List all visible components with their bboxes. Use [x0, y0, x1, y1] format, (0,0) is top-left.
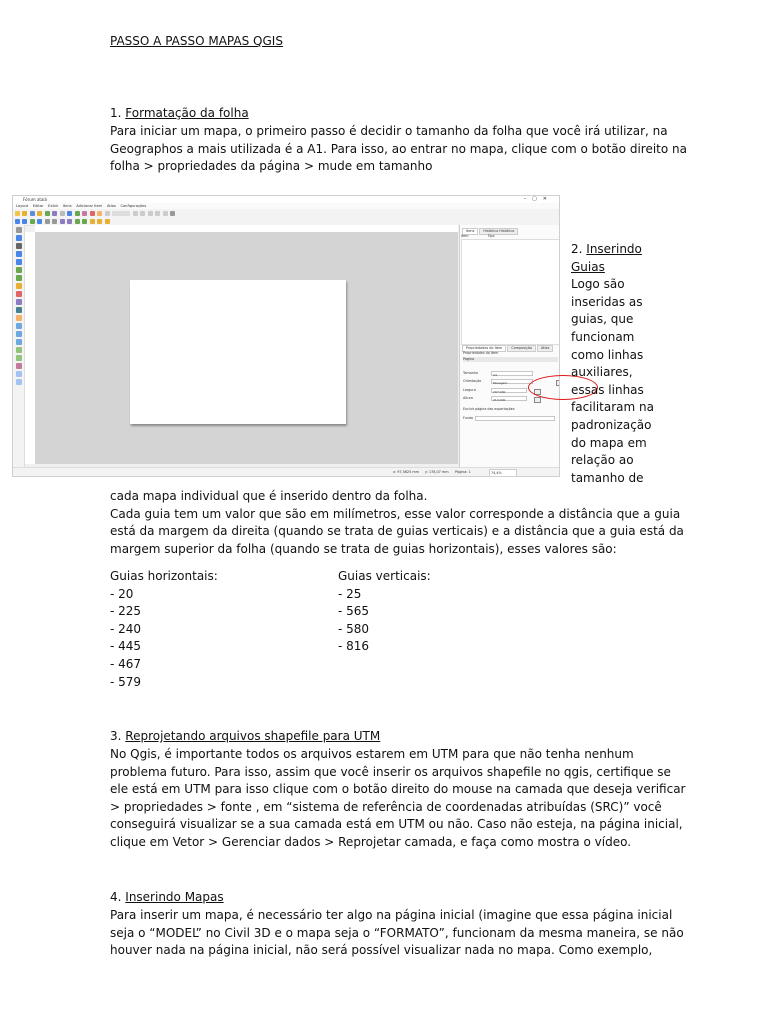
left-toolbox [13, 225, 25, 467]
menu-item: Layout [16, 204, 29, 208]
text-line: problema futuro. Para isso, assim que você inserir os arquivos shapefile no qgis, certifique se [110, 764, 671, 779]
section-1-number: 1. [110, 106, 122, 120]
section-3-title: Reprojetando arquivos shapefile para UTM [125, 729, 381, 743]
text-line: Cada guia tem um valor que são em milímetros, esse valor corresponde a distância que a guia [110, 506, 681, 521]
list-item: - 565 [338, 604, 370, 619]
text-line: auxiliares, [571, 365, 633, 380]
row-label-size: Tamanho [463, 371, 478, 375]
row-label-orientation: Orientação [463, 379, 482, 383]
column-type: Tipo [487, 234, 495, 238]
text-line: conseguirá visualizar se a sua camada está em UTM ou não. Caso não esteja, na página inicial, [110, 817, 683, 832]
add-fixed-table-icon [16, 379, 22, 385]
section-2-title-a: Inserindo [586, 242, 642, 256]
tab-composition: Composição [507, 345, 536, 352]
list-item: - 25 [338, 586, 362, 601]
menu-item: Atlas [106, 204, 116, 208]
zoom-full-icon [30, 219, 35, 224]
add-attribute-table-icon [16, 371, 22, 377]
align-icon [90, 219, 95, 224]
section-4-number: 4. [110, 890, 122, 904]
unlock-icon [52, 219, 57, 224]
row-label-height: Altura [463, 396, 473, 400]
add-polygon-icon [16, 347, 22, 353]
section-2-heading-line [571, 241, 654, 259]
height-field [491, 396, 527, 401]
tab-items: Itens [462, 228, 478, 235]
column-item: Item [461, 234, 469, 238]
add-map-icon [16, 267, 22, 273]
lower-icon [82, 219, 87, 224]
text-line: do mapa em [571, 435, 647, 450]
text-line: margem superior da folha (quando se trata de guias horizontais), esses valores são: [110, 541, 617, 556]
width-value: 297,000 [493, 390, 506, 394]
save-icon [30, 211, 35, 216]
section-3-number: 3. [110, 729, 122, 743]
text-line: No Qgis, é importante todos os arquivos estarem em UTM para que não tenha nenhum [110, 747, 634, 761]
section-3-body [110, 746, 685, 852]
text-line: seja o “MODEL” no Civil 3D e o mapa seja o “FORMATO”, funcionam da mesma maneira, se não [110, 925, 684, 940]
zoom-tool-icon [16, 235, 22, 241]
section-4-title: Inserindo Mapas [125, 890, 224, 904]
redo-icon [105, 211, 110, 216]
text-line: tamanho de [571, 470, 644, 485]
atlas-first-icon [148, 211, 153, 216]
right-panel [459, 225, 560, 467]
section-4-body [110, 907, 684, 960]
height-value: 210,000 [493, 398, 506, 402]
status-page: Página: 1 [455, 470, 471, 474]
menu-item: Itens [62, 204, 72, 208]
text-line: essas linhas [571, 382, 644, 397]
add-html-icon [16, 363, 22, 369]
menu-item: Editar [32, 204, 44, 208]
status-x: x: 97,5625 mm [393, 470, 419, 474]
list-item: - 580 [338, 621, 370, 636]
text-line: como linhas [571, 347, 644, 362]
text-line: > propriedades > fonte , em “sistema de referência de coordenadas atribuídas (SRC)” você [110, 799, 662, 814]
window-controls-icon: –▢✕ [523, 196, 553, 202]
ungroup-icon [67, 219, 72, 224]
link-icon [534, 397, 541, 403]
horizontal-guides-label: Guias horizontais: [110, 569, 218, 583]
text-line: cada mapa individual que é inserido dentro da folha. [110, 489, 428, 503]
text-line: Para inserir um mapa, é necessário ter algo na página inicial (imagine que essa página inicial [110, 908, 673, 922]
tab-atlas: Atlas [537, 345, 553, 352]
list-item: - 240 [110, 621, 142, 636]
refresh-icon [37, 219, 42, 224]
status-y: y: 178,07 mm [425, 470, 449, 474]
section-2-side [571, 241, 654, 487]
move-content-icon [16, 251, 22, 257]
status-bar [13, 467, 559, 477]
add-shape-icon [16, 323, 22, 329]
section-1-body [110, 123, 687, 176]
text-line: está da margem da direita (quando se trata de guias verticais) e a distância que a guia está da [110, 524, 684, 539]
atlas-prev-icon [133, 211, 138, 216]
window-title: Fórum ataiá [23, 197, 47, 202]
text-line: facilitaram na [571, 400, 654, 415]
spacer-icon [60, 211, 65, 216]
text-line: Para iniciar um mapa, o primeiro passo é decidir o tamanho da folha que você irá utilizar, na [110, 124, 668, 138]
print-icon [67, 211, 72, 216]
orientation-select [491, 379, 533, 384]
text-line: padronização [571, 417, 652, 432]
add-north-arrow-icon [16, 315, 22, 321]
atlas-field-icon [112, 211, 130, 216]
list-item: - 20 [110, 586, 134, 601]
edit-nodes-icon [16, 259, 22, 265]
section-3-heading [110, 728, 380, 746]
vertical-guides-label: Guias verticais: [338, 569, 431, 583]
text-line: guias, que [571, 312, 634, 327]
qgis-layout-screenshot [12, 195, 560, 477]
page-title: PASSO A PASSO MAPAS QGIS [110, 34, 283, 48]
tab-item-properties: Propriedades do Item [462, 345, 506, 352]
list-item: - 816 [338, 639, 370, 654]
text-line: funcionam [571, 329, 635, 344]
text-line: inseridas as [571, 294, 643, 309]
add-picture-icon [16, 283, 22, 289]
text-line: folha > propriedades da página > mude em tamanho [110, 159, 433, 174]
fundo-field [475, 416, 555, 421]
export-pdf-icon [90, 211, 95, 216]
add-marker-icon [16, 331, 22, 337]
section-2-title-b: Guias [571, 259, 605, 274]
group-icon [60, 219, 65, 224]
size-value: A4 [493, 373, 497, 377]
props-title: Propriedades do Item [463, 351, 499, 355]
export-svg-icon [82, 211, 87, 216]
export-image-icon [75, 211, 80, 216]
atlas-last-icon [155, 211, 160, 216]
list-item: - 579 [110, 674, 142, 689]
list-item: - 445 [110, 639, 142, 654]
folder-icon [37, 211, 42, 216]
atlas-print-icon [163, 211, 168, 216]
add-scalebar-icon [16, 307, 22, 313]
open-icon [22, 211, 27, 216]
text-line: Geographos a mais utilizada é a A1. Para isso, ao entrar no mapa, clique com o botão direito na [110, 141, 687, 156]
width-field [491, 388, 527, 393]
section-2-body [110, 488, 684, 558]
horizontal-guides-list [110, 568, 218, 691]
status-zoom: 74,4% [489, 469, 517, 477]
exclude-checkbox-label: Excluir página das exportações [463, 407, 515, 411]
page-group-label: Página [463, 357, 558, 362]
distribute-icon [97, 219, 102, 224]
pan-icon [16, 227, 22, 233]
add-3d-map-icon [16, 275, 22, 281]
add-label-icon [16, 291, 22, 297]
atlas-settings-icon [170, 211, 175, 216]
menu-item: Exibir [48, 204, 59, 208]
page-properties [461, 349, 560, 463]
text-line: Logo são [571, 277, 625, 292]
section-2-number: 2. [571, 242, 583, 256]
row-label-width: Largura [463, 388, 476, 392]
menu-item: Configurações [120, 204, 147, 208]
menu-item: Adicionar Item [76, 204, 103, 208]
atlas-next-icon [140, 211, 145, 216]
orientation-value: Paisagem [493, 381, 508, 385]
add-polyline-icon [16, 355, 22, 361]
text-line: relação ao [571, 453, 634, 468]
add-arrow-icon [16, 339, 22, 345]
items-list [461, 239, 560, 345]
text-line: clique em Vetor > Gerenciar dados > Reprojetar camada, e faça como mostra o vídeo. [110, 834, 632, 849]
items-header [461, 234, 560, 238]
zoom-in-icon [15, 219, 20, 224]
size-select [491, 371, 533, 376]
template-icon [45, 211, 50, 216]
vertical-guides-list [338, 568, 431, 656]
manager-icon [52, 211, 57, 216]
text-line: ele está em UTM para isso clique com o botão direito do mouse na camada que deseja verificar [110, 782, 686, 797]
list-item: - 225 [110, 604, 142, 619]
select-icon [16, 243, 22, 249]
new-icon [15, 211, 20, 216]
fundo-label: Fundo [463, 416, 474, 420]
undo-icon [97, 211, 102, 216]
resize-icon [105, 219, 110, 224]
text-line: houver nada na página inicial, não será possível visualizar nada no mapa. Como exemplo, [110, 943, 653, 958]
section-1-heading [110, 105, 249, 123]
raise-icon [75, 219, 80, 224]
tab-history: Histórico Histórico [479, 228, 518, 235]
section-4-heading [110, 889, 224, 907]
zoom-out-icon [22, 219, 27, 224]
list-item: - 467 [110, 656, 142, 671]
section-1-title: Formatação da folha [125, 106, 249, 120]
lock-icon [45, 219, 50, 224]
add-legend-icon [16, 299, 22, 305]
layout-page-sheet [130, 280, 346, 424]
